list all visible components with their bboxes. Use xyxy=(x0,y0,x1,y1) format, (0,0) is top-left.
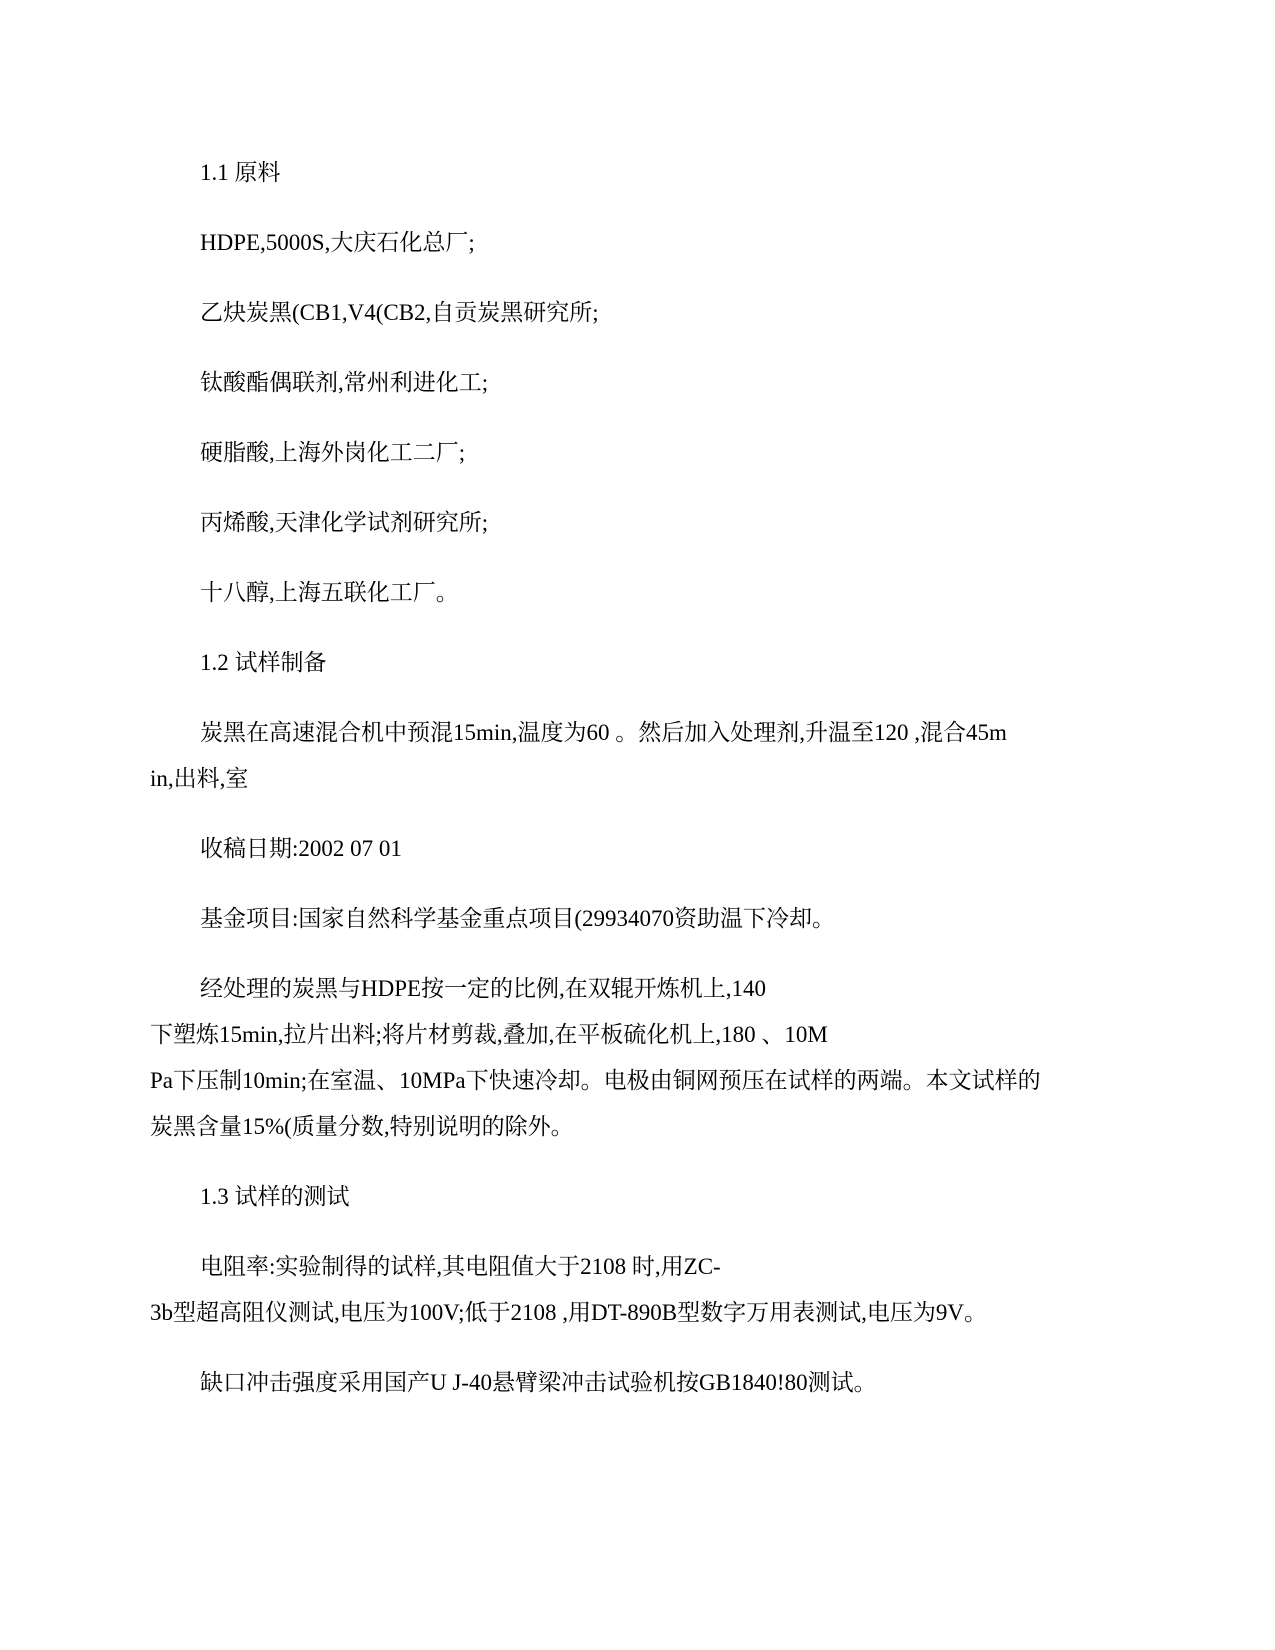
material-item: 钛酸酯偶联剂,常州利进化工; xyxy=(200,370,489,395)
section-heading-1-2: 1.2 试样制备 xyxy=(200,650,327,675)
processing-paragraph-line: 经处理的炭黑与HDPE按一定的比例,在双辊开炼机上,140 xyxy=(200,976,767,1001)
preparation-paragraph-line: 炭黑在高速混合机中预混15min,温度为60 。然后加入处理剂,升温至120 ,混合45m xyxy=(200,720,1007,745)
material-item: 十八醇,上海五联化工厂。 xyxy=(200,580,459,605)
resistivity-paragraph-line: 3b型超高阻仪测试,电压为100V;低于2108 ,用DT-890B型数字万用表测试,电压为9V。 xyxy=(150,1300,987,1325)
received-date: 收稿日期:2002 07 01 xyxy=(200,836,402,861)
material-item: 硬脂酸,上海外岗化工二厂; xyxy=(200,440,466,465)
processing-paragraph-line: Pa下压制10min;在室温、10MPa下快速冷却。电极由铜网预压在试样的两端。本文试样的 xyxy=(150,1068,1041,1093)
section-heading-1-1: 1.1 原料 xyxy=(200,160,281,185)
material-item: 乙炔炭黑(CB1,V4(CB2,自贡炭黑研究所; xyxy=(200,300,599,325)
fund-note: 基金项目:国家自然科学基金重点项目(29934070资助温下冷却。 xyxy=(200,906,836,931)
section-heading-1-3: 1.3 试样的测试 xyxy=(200,1184,350,1209)
material-item: 丙烯酸,天津化学试剂研究所; xyxy=(200,510,489,535)
preparation-paragraph-line: in,出料,室 xyxy=(150,766,249,791)
processing-paragraph-line: 炭黑含量15%(质量分数,特别说明的除外。 xyxy=(150,1114,574,1139)
resistivity-paragraph-line: 电阻率:实验制得的试样,其电阻值大于2108 时,用ZC- xyxy=(200,1254,721,1279)
processing-paragraph-line: 下塑炼15min,拉片出料;将片材剪裁,叠加,在平板硫化机上,180 、10M xyxy=(150,1022,828,1047)
material-item: HDPE,5000S,大庆石化总厂; xyxy=(200,230,475,255)
impact-test-paragraph: 缺口冲击强度采用国产U J-40悬臂梁冲击试验机按GB1840!80测试。 xyxy=(200,1370,877,1395)
